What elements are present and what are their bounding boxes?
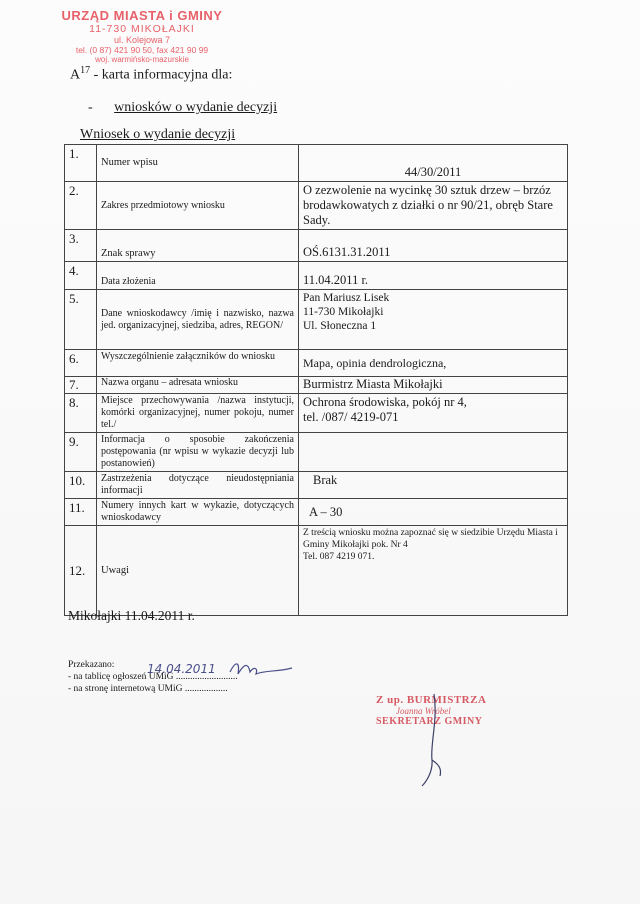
row-value: [299, 526, 568, 616]
row-number: 2.: [65, 182, 97, 230]
row-number: 11.: [65, 499, 97, 526]
bullet-dash: -: [88, 100, 93, 115]
office-stamp: [52, 8, 232, 64]
row-value: [299, 290, 568, 350]
remarks-phone: Tel. 087 4219 071.: [303, 552, 375, 562]
row-label: Wyszczególnienie załączników do wniosku: [97, 350, 299, 377]
handwritten-initials-icon: [226, 656, 296, 680]
applicant-city: 11-730 Mikołajki: [303, 306, 384, 318]
remarks-text: Z treścią wniosku można zapoznać się w siedzibie Urzędu Miasta i Gminy Mikołajki pok. Nr 4: [303, 528, 558, 550]
row-label: Uwagi: [97, 526, 299, 616]
row-value: A – 30: [299, 499, 568, 526]
row-number: 12.: [65, 526, 97, 616]
row-number: 10.: [65, 472, 97, 499]
table-caption: Wniosek o wydanie decyzji: [80, 127, 236, 142]
row-number: 6.: [65, 350, 97, 377]
transfer-board: - na tablicę ogłoszeń UMiG ..........................: [68, 672, 238, 682]
row-value: O zezwolenie na wycinkę 30 sztuk drzew – brzóz brodawkowatych z działki o nr 90/21, obręb Stare Sady.: [299, 182, 568, 230]
row-label: Miejsce przechowywania /nazwa instytucji, komórki organizacyjnej, numer pokoju, numer tel./: [97, 394, 299, 433]
row-value: OŚ.6131.31.2011: [299, 230, 568, 262]
applicant-name: Pan Mariusz Lisek: [303, 292, 390, 304]
signature-scribble-icon: [412, 690, 452, 790]
row-label: Nazwa organu – adresata wniosku: [97, 377, 299, 394]
row-label: Data złożenia: [97, 262, 299, 290]
storage-room: Ochrona środowiska, pokój nr 4,: [303, 395, 467, 409]
row-label: Numery innych kart w wykazie, dotyczących wnioskodawcy: [97, 499, 299, 526]
row-label: Numer wpisu: [97, 145, 299, 182]
row-number: 1.: [65, 145, 97, 182]
row-label: Znak sprawy: [97, 230, 299, 262]
transfer-website: - na stronę internetową UMiG ..................: [68, 684, 228, 694]
table-row: [65, 394, 568, 433]
row-value: 44/30/2011: [299, 145, 568, 182]
card-header: [70, 65, 232, 84]
place-date: Mikołajki 11.04.2011 r.: [68, 608, 195, 623]
card-prefix: A: [70, 67, 81, 83]
transfer-title: Przekazano:: [68, 660, 115, 670]
card-subject-text: wniosków o wydanie decyzji: [114, 100, 278, 115]
info-table: [64, 144, 568, 616]
row-value: [299, 394, 568, 433]
stamp-street: ul. Kolejowa 7: [113, 35, 171, 45]
card-subject: [88, 100, 277, 116]
stamp-city: 11-730 MIKOŁAJKI: [89, 23, 195, 35]
applicant-street: Ul. Słoneczna 1: [303, 320, 377, 332]
row-label: Informacja o sposobie zakończenia postępowania (nr wpisu w wykazie decyzji lub postanowień): [97, 433, 299, 472]
row-number: 4.: [65, 262, 97, 290]
row-number: 9.: [65, 433, 97, 472]
stamp-phone: tel. (0 87) 421 90 50, fax 421 90 99: [75, 45, 209, 55]
row-label: Zakres przedmiotowy wniosku: [97, 182, 299, 230]
row-number: 3.: [65, 230, 97, 262]
table-row: [65, 499, 568, 526]
table-row: [65, 145, 568, 182]
row-value: 11.04.2011 r.: [299, 262, 568, 290]
row-value: Brak: [299, 472, 568, 499]
row-label: Dane wnioskodawcy /imię i nazwisko, nazwa jed. organizacyjnej, siedziba, adres, REGON/: [97, 290, 299, 350]
signature-name: Joanna Wróbel: [396, 706, 451, 716]
stamp-voivodeship: woj. warmińsko-mazurskie: [95, 55, 189, 64]
row-value: Burmistrz Miasta Mikołajki: [299, 377, 568, 394]
stamp-office-name: URZĄD MIASTA i GMINY: [61, 8, 223, 23]
table-row: [65, 182, 568, 230]
row-number: 7.: [65, 377, 97, 394]
card-prefix-sup: 17: [80, 65, 91, 76]
signature-authority: Z up. BURMISTRZA: [376, 694, 487, 706]
signature-role: SEKRETARZ GMINY: [376, 716, 483, 727]
table-row: [65, 526, 568, 616]
table-row: [65, 262, 568, 290]
table-row: [65, 377, 568, 394]
row-number: 8.: [65, 394, 97, 433]
table-row: [65, 230, 568, 262]
row-number: 5.: [65, 290, 97, 350]
row-value: [299, 433, 568, 472]
table-row: [65, 290, 568, 350]
handwritten-date: 14.04.2011: [147, 662, 216, 676]
row-value: Mapa, opinia dendrologiczna,: [299, 350, 568, 377]
table-row: [65, 472, 568, 499]
table-row: [65, 433, 568, 472]
card-header-text: - karta informacyjna dla:: [93, 67, 233, 83]
table-row: [65, 350, 568, 377]
row-label: Zastrzeżenia dotyczące nieudostępniania informacji: [97, 472, 299, 499]
storage-phone: tel. /087/ 4219-071: [303, 410, 399, 424]
